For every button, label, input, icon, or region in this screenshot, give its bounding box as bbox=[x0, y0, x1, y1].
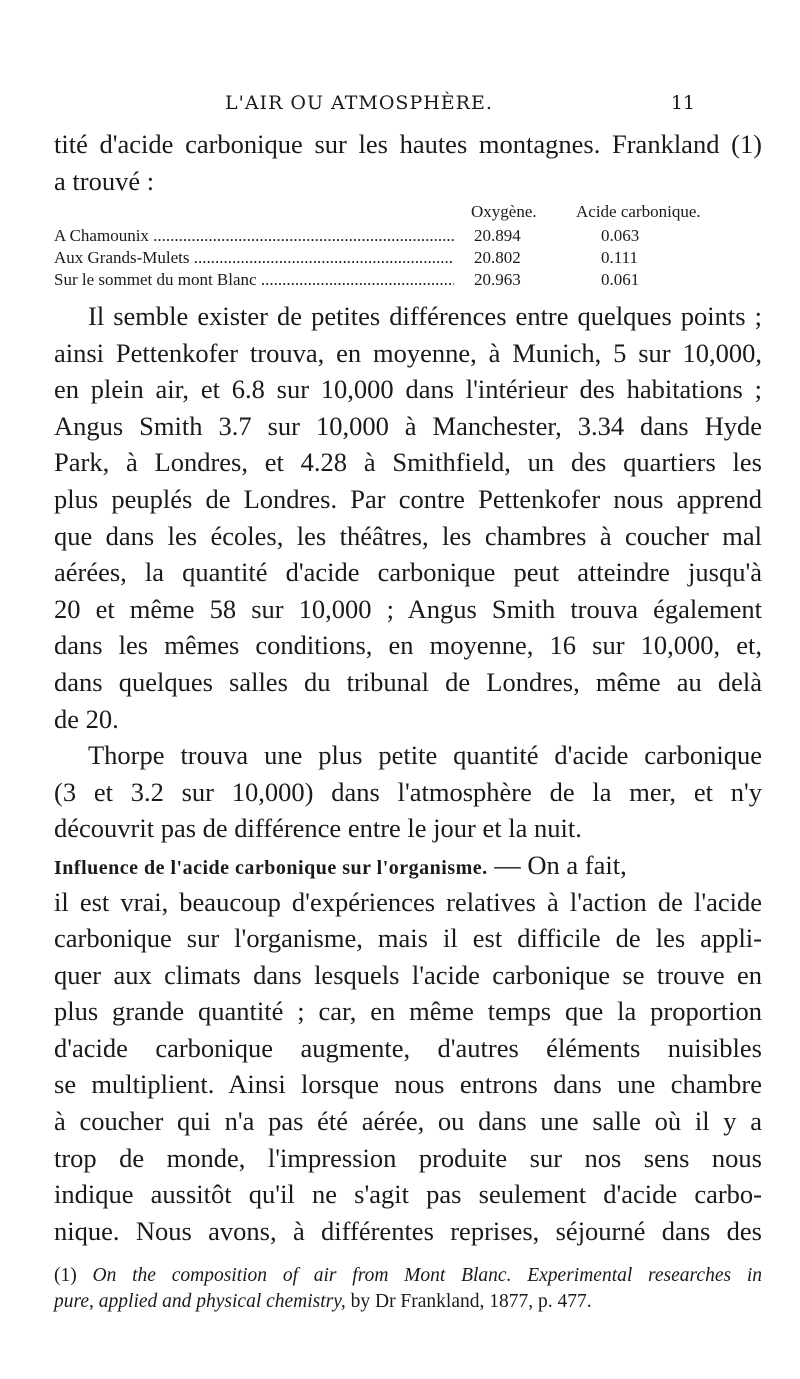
running-header bbox=[225, 92, 695, 116]
text-line: trop de monde, l'impression produite sur nos sens nous bbox=[54, 1142, 762, 1173]
text-line: découvrit pas de différence entre le jour et la nuit. bbox=[54, 813, 582, 844]
table-header bbox=[54, 200, 762, 224]
page-number: 11 bbox=[670, 92, 695, 114]
header-title: L'AIR OU ATMOSPHÈRE. bbox=[225, 92, 493, 114]
text-line: nique. Nous avons, à différentes reprises, séjourné dans des bbox=[54, 1215, 762, 1246]
location-cell: Sur le sommet du mont Blanc ..... bbox=[54, 268, 454, 291]
oxygen-cell: 20.802 bbox=[468, 246, 521, 269]
text-line: dans quelques salles du tribunal de Londres, même au delà bbox=[54, 666, 762, 697]
text-line: quer aux climats dans lesquels l'acide carbonique se trouve en bbox=[54, 959, 762, 990]
table-row bbox=[54, 224, 762, 246]
text-line: Park, à Londres, et 4.28 à Smithfield, un des quartiers les bbox=[54, 447, 762, 478]
text-line: se multiplient. Ainsi lorsque nous entrons dans une chambre bbox=[54, 1069, 762, 1100]
oxygen-cell: 20.963 bbox=[468, 268, 521, 291]
section-heading-line bbox=[54, 847, 762, 884]
text-line: plus peuplés de Londres. Par contre Pettenkofer nous apprend bbox=[54, 483, 762, 514]
footnote-rest: by Dr Frankland, 1877, p. 477. bbox=[345, 1290, 592, 1312]
oxygen-cell: 20.894 bbox=[468, 224, 521, 247]
section-lead: — On a fait, bbox=[487, 849, 627, 880]
section-heading: Influence de l'acide carbonique sur l'organisme. bbox=[54, 856, 488, 879]
carbonic-cell: 0.063 bbox=[601, 226, 640, 245]
text-line: Thorpe trouva une plus petite quantité d'acide carbonique bbox=[88, 740, 762, 771]
text-line: de 20. bbox=[54, 703, 119, 734]
text-line: indique aussitôt qu'il ne s'agit pas seulement d'acide carbo- bbox=[54, 1179, 762, 1210]
text-line: Angus Smith 3.7 sur 10,000 à Manchester, 3.34 dans Hyde bbox=[54, 410, 762, 441]
carbonic-cell: 0.111 bbox=[601, 248, 638, 267]
footnote-line bbox=[54, 1263, 762, 1289]
column-header-oxygen: Oxygène. bbox=[471, 202, 537, 221]
intro-paragraph bbox=[54, 126, 762, 199]
text-line: en plein air, et 6.8 sur 10,000 dans l'intérieur des habitations ; bbox=[54, 374, 762, 405]
location-cell: A Chamounix ..... bbox=[54, 224, 454, 247]
column-header-carbonic: Acide carbonique. bbox=[576, 202, 701, 221]
footnote-line bbox=[54, 1289, 762, 1315]
table-row bbox=[54, 246, 762, 268]
text-line: il est vrai, beaucoup d'expériences relatives à l'action de l'acide bbox=[54, 886, 762, 917]
footnote-marker: (1) bbox=[54, 1265, 77, 1286]
carbonic-cell: 0.061 bbox=[601, 270, 640, 289]
text-line: tité d'acide carbonique sur les hautes montagnes. Frankland (1) bbox=[54, 129, 762, 159]
text-line: a trouvé : bbox=[54, 165, 155, 196]
footnote bbox=[54, 1263, 762, 1314]
measurement-table bbox=[54, 200, 762, 290]
text-line: plus grande quantité ; car, en même temps que la proportion bbox=[54, 996, 762, 1027]
text-line: dans les mêmes conditions, en moyenne, 16 sur 10,000, et, bbox=[54, 630, 762, 661]
footnote-title-continued: pure, applied and physical chemistry, bbox=[54, 1290, 346, 1312]
text-line: ainsi Pettenkofer trouva, en moyenne, à Munich, 5 sur 10,000, bbox=[54, 337, 762, 368]
text-line: d'acide carbonique augmente, d'autres éléments nuisibles bbox=[54, 1032, 762, 1063]
text-line: carbonique sur l'organisme, mais il est difficile de les appli- bbox=[54, 923, 762, 954]
text-line: (3 et 3.2 sur 10,000) dans l'atmosphère de la mer, et n'y bbox=[54, 776, 762, 807]
text-line: aérées, la quantité d'acide carbonique peut atteindre jusqu'à bbox=[54, 557, 762, 588]
location-cell: Aux Grands-Mulets ..... bbox=[54, 246, 454, 269]
table-row bbox=[54, 268, 762, 290]
body-text bbox=[54, 298, 762, 1249]
text-line: 20 et même 58 sur 10,000 ; Angus Smith trouva également bbox=[54, 593, 762, 624]
text-line: que dans les écoles, les théâtres, les chambres à coucher mal bbox=[54, 520, 762, 551]
text-line: à coucher qui n'a pas été aérée, ou dans une salle où il y a bbox=[54, 1106, 762, 1137]
footnote-title: On the composition of air from Mont Blanc. Experimental researches in bbox=[92, 1265, 763, 1286]
text-line: Il semble exister de petites différences entre quelques points ; bbox=[88, 301, 762, 331]
